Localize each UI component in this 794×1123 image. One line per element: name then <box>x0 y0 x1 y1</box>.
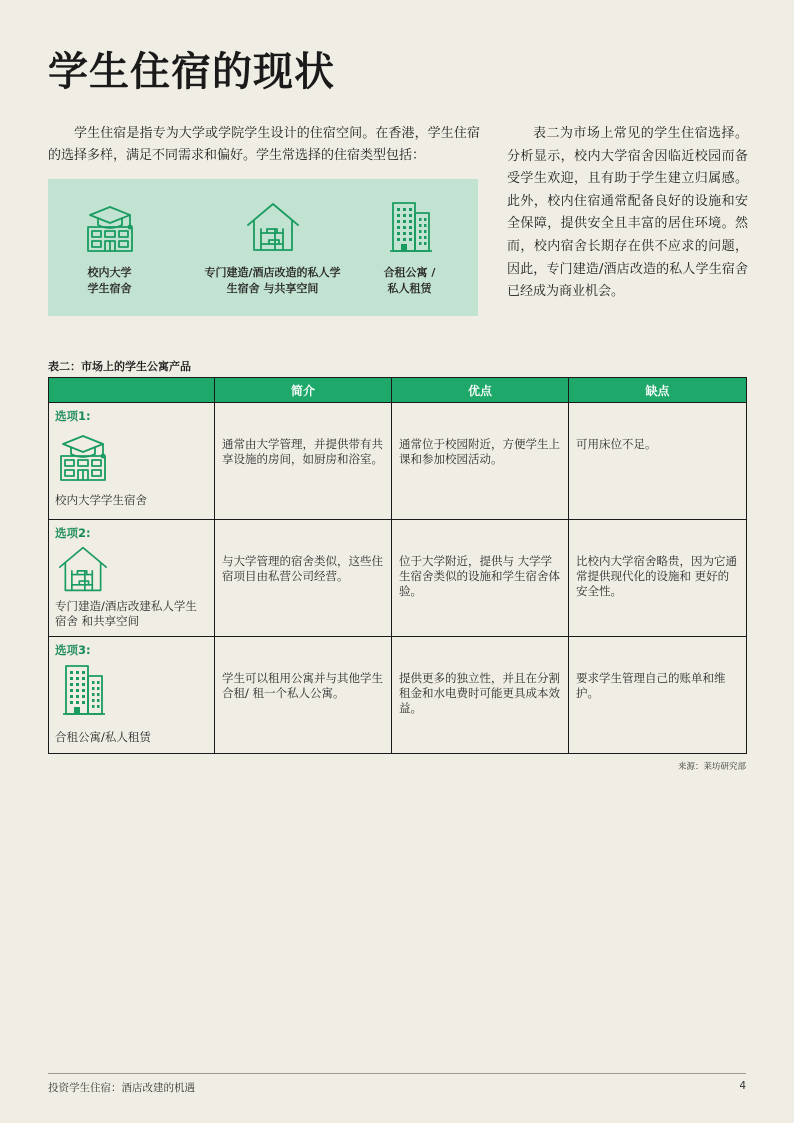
intro-cell: 通常由大学管理，并提供带有共享设施的房间，如厨房和浴室。 <box>215 403 392 520</box>
cons-cell: 要求学生管理自己的账单和维护。 <box>569 637 747 754</box>
intro-paragraph: 学生住宿是指专为大学或学院学生设计的住宿空间。在香港，学生住宿的选择多样，满足不同需求和偏好。学生常选择的住宿类型包括： <box>48 126 480 163</box>
type-label-line2: 私人租赁 <box>387 282 432 295</box>
accommodation-types-panel <box>48 179 478 316</box>
analysis-paragraph: 表二为市场上常见的学生住宿选择。分析显示，校内大学宿舍因临近校园而备受学生欢迎，且有助于学生建立归属感。此外，校内住宿通常配备良好的设施和安全保障，提供安全且丰富的居住环境。然而，校内宿舍长期存在供不应求的问题，因此，专门建造/酒店改造的私人学生宿舍已经成为商业机会。 <box>507 126 748 300</box>
table-header-row <box>49 378 747 403</box>
option-cell <box>49 637 215 754</box>
option-label: 选项1: <box>55 409 91 423</box>
university-dorm-icon <box>82 199 138 255</box>
page-number: 4 <box>739 1080 746 1092</box>
option-name: 合租公寓/私人租赁 <box>55 730 151 744</box>
cons-cell: 比校内大学宿舍略贵，因为它通常提供现代化的设施和 更好的安全性。 <box>569 520 747 637</box>
house-bunkbed-icon <box>245 199 301 255</box>
header-pros: 优点 <box>392 378 569 403</box>
type-label <box>190 265 355 297</box>
house-bunkbed-icon <box>55 543 111 595</box>
type-label-line2: 生宿舍 与共享空间 <box>226 282 319 295</box>
pros-cell: 通常位于校园附近，方便学生上课和参加校园活动。 <box>392 403 569 520</box>
option-cell <box>49 520 215 637</box>
student-housing-products-table <box>48 377 747 754</box>
page-title: 学生住宿的现状 <box>48 48 335 95</box>
type-label-line1: 校内大学 <box>87 266 132 279</box>
intro-cell: 与大学管理的宿舍类似，这些住宿项目由私营公司经营。 <box>215 520 392 637</box>
apartment-building-icon <box>382 199 438 255</box>
table-caption: 表二：市场上的学生公寓产品 <box>48 360 191 373</box>
option-cell <box>49 403 215 520</box>
header-intro: 简介 <box>215 378 392 403</box>
footer-divider <box>48 1073 746 1074</box>
option-label: 选项2: <box>55 526 91 540</box>
table-row <box>49 403 747 520</box>
type-item-shared-apartment <box>378 199 441 297</box>
type-item-private-dorm <box>190 199 355 297</box>
source-note: 来源：莱坊研究部 <box>677 762 746 772</box>
option-label: 选项3: <box>55 643 91 657</box>
table-row <box>49 637 747 754</box>
pros-cell: 位于大学附近，提供与 大学学生宿舍类似的设施和学生宿舍体验。 <box>392 520 569 637</box>
type-label-line2: 学生宿舍 <box>87 282 132 295</box>
cons-cell: 可用床位不足。 <box>569 403 747 520</box>
type-label <box>57 265 162 297</box>
option-name: 专门建造/酒店改建私人学生宿舍 和共享空间 <box>55 599 197 628</box>
intro-cell: 学生可以租用公寓并与其他学生合租/ 租一个私人公寓。 <box>215 637 392 754</box>
table-row <box>49 520 747 637</box>
type-item-university-dorm <box>87 199 132 297</box>
header-option <box>49 378 215 403</box>
type-label-line1: 合租公寓 / <box>383 266 436 279</box>
university-dorm-icon <box>55 428 111 484</box>
type-label <box>378 265 441 297</box>
apartment-building-icon <box>55 662 111 718</box>
footer-report-title: 投资学生住宿：酒店改建的机遇 <box>48 1082 195 1094</box>
type-label-line1: 专门建造/酒店改造的私人学 <box>204 266 341 279</box>
header-cons: 缺点 <box>569 378 747 403</box>
pros-cell: 提供更多的独立性，并且在分割租金和水电费时可能更具成本效益。 <box>392 637 569 754</box>
option-name: 校内大学学生宿舍 <box>55 493 147 507</box>
